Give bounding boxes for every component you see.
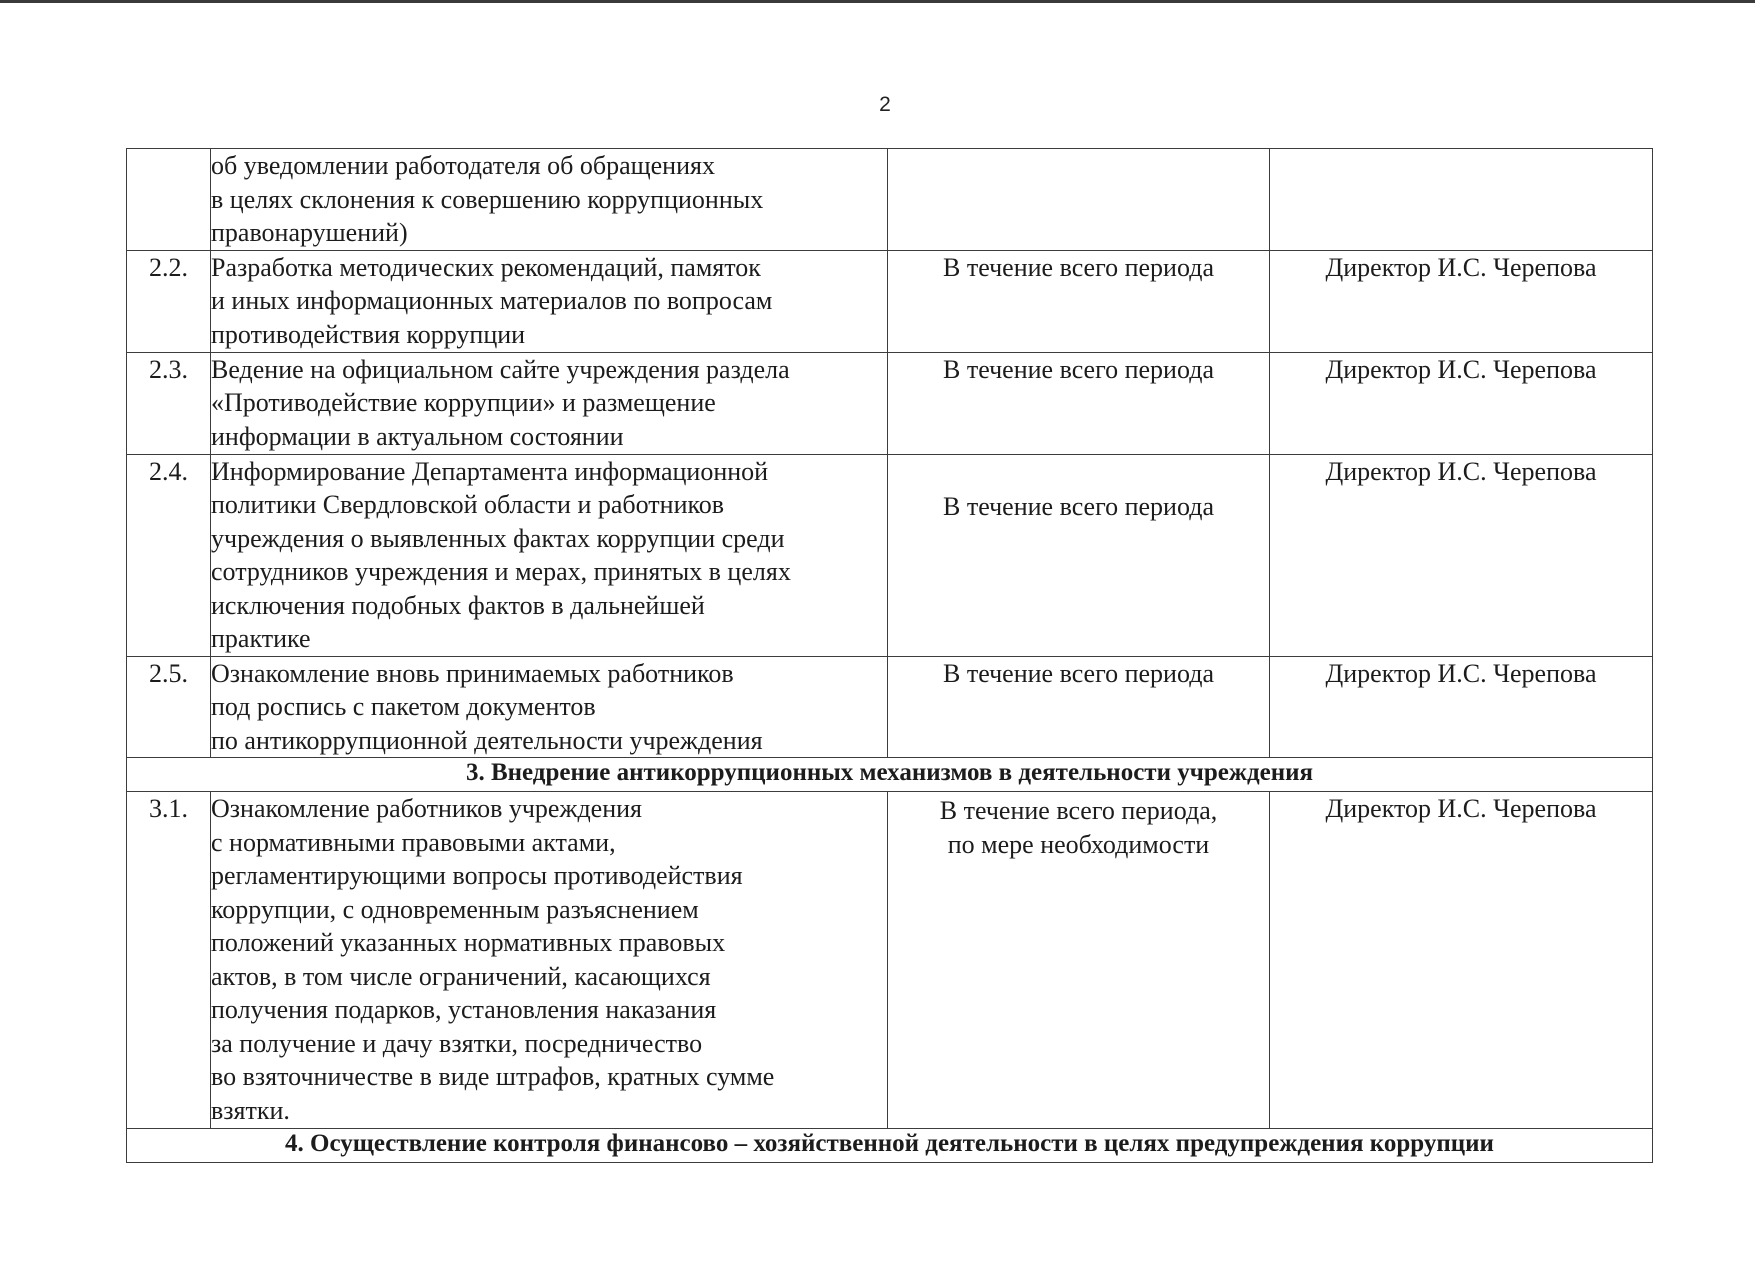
activity-line: информации в актуальном состоянии [211,421,624,451]
activity-line: и иных информационных материалов по вопросам [211,286,773,315]
activity-line: Разработка методических рекомендаций, памяток [211,252,761,282]
activity-line: с нормативными правовыми актами, [211,827,616,857]
activity-line: регламентирующими вопросы противодействия [211,861,743,890]
activity-line: во взяточничестве в виде штрафов, кратных сумме [211,1062,775,1091]
activity-line: положений указанных нормативных правовых [211,928,726,957]
table-row [127,250,1653,352]
table-row [127,656,1653,758]
responsible-cell [1270,149,1653,251]
table-row [127,792,1653,1129]
section-heading-4: 4. Осуществление контроля финансово – хозяйственной деятельности в целях предупреждения коррупции [127,1129,1653,1163]
row-number: 3.1. [127,792,211,1129]
activity-line: сотрудников учреждения и мерах, принятых в целях [211,557,791,586]
activity-line: за получение и дачу взятки, посредничество [211,1028,703,1058]
activity-line: учреждения о выявленных фактах коррупции среди [211,523,785,553]
activity-line: коррупции, с одновременным разъяснением [211,894,699,924]
responsible-cell: Директор И.С. Черепова [1270,352,1653,454]
term-cell: В течение всего периода [888,352,1270,454]
row-number-cell [127,149,211,251]
anti-corruption-plan-table [126,148,1653,1163]
activity-line: по антикоррупционной деятельности учреждения [211,725,763,755]
term-cell: В течение всего периода [888,656,1270,758]
activity-line: Ознакомление работников учреждения [211,794,642,823]
activity-line: в целях склонения к совершению коррупционных [211,184,764,214]
term-cell: В течение всего периода [888,250,1270,352]
term-cell: В течение всего периода [888,454,1270,656]
table-row [127,454,1653,656]
section-heading-row [127,758,1653,792]
activity-line: правонарушений) [211,218,408,247]
page-number: 2 [879,93,891,116]
term-cell [888,149,1270,251]
responsible-cell: Директор И.С. Черепова [1270,792,1653,1129]
activity-line: Ознакомление вновь принимаемых работников [211,658,734,688]
activity-cell [211,656,888,758]
activity-line: противодействия коррупции [211,319,526,349]
activity-line: взятки. [211,1095,290,1125]
activity-line: получения подарков, установления наказания [211,995,717,1024]
activity-cell [211,352,888,454]
activity-line: политики Свердловской области и работников [211,490,725,519]
activity-line: актов, в том числе ограничений, касающихся [211,961,711,991]
activity-line: под роспись с пакетом документов [211,692,596,721]
row-number: 2.5. [127,656,211,758]
scan-edge-line [0,0,1755,3]
responsible-cell: Директор И.С. Черепова [1270,454,1653,656]
activity-line: Ведение на официальном сайте учреждения раздела [211,354,790,384]
activity-line: практике [211,624,311,653]
section-heading-row [127,1129,1653,1163]
activity-cell [211,454,888,656]
activity-line: «Противодействие коррупции» и размещение [211,388,716,417]
activity-line: Информирование Департамента информационной [211,456,769,486]
activity-line: об уведомлении работодателя об обращениях [211,151,715,180]
row-number: 2.4. [127,454,211,656]
term-line: В течение всего периода, [939,796,1218,825]
activity-cell [211,149,888,251]
term-cell [888,792,1270,1129]
activity-cell [211,250,888,352]
row-number: 2.3. [127,352,211,454]
row-number: 2.2. [127,250,211,352]
responsible-cell: Директор И.С. Черепова [1270,656,1653,758]
term-line: по мере необходимости [947,829,1210,859]
activity-cell [211,792,888,1129]
table-row [127,352,1653,454]
responsible-cell: Директор И.С. Черепова [1270,250,1653,352]
section-heading-3: 3. Внедрение антикоррупционных механизмов в деятельности учреждения [127,758,1653,792]
activity-line: исключения подобных фактов в дальнейшей [211,590,705,620]
table-row-continuation [127,149,1653,251]
